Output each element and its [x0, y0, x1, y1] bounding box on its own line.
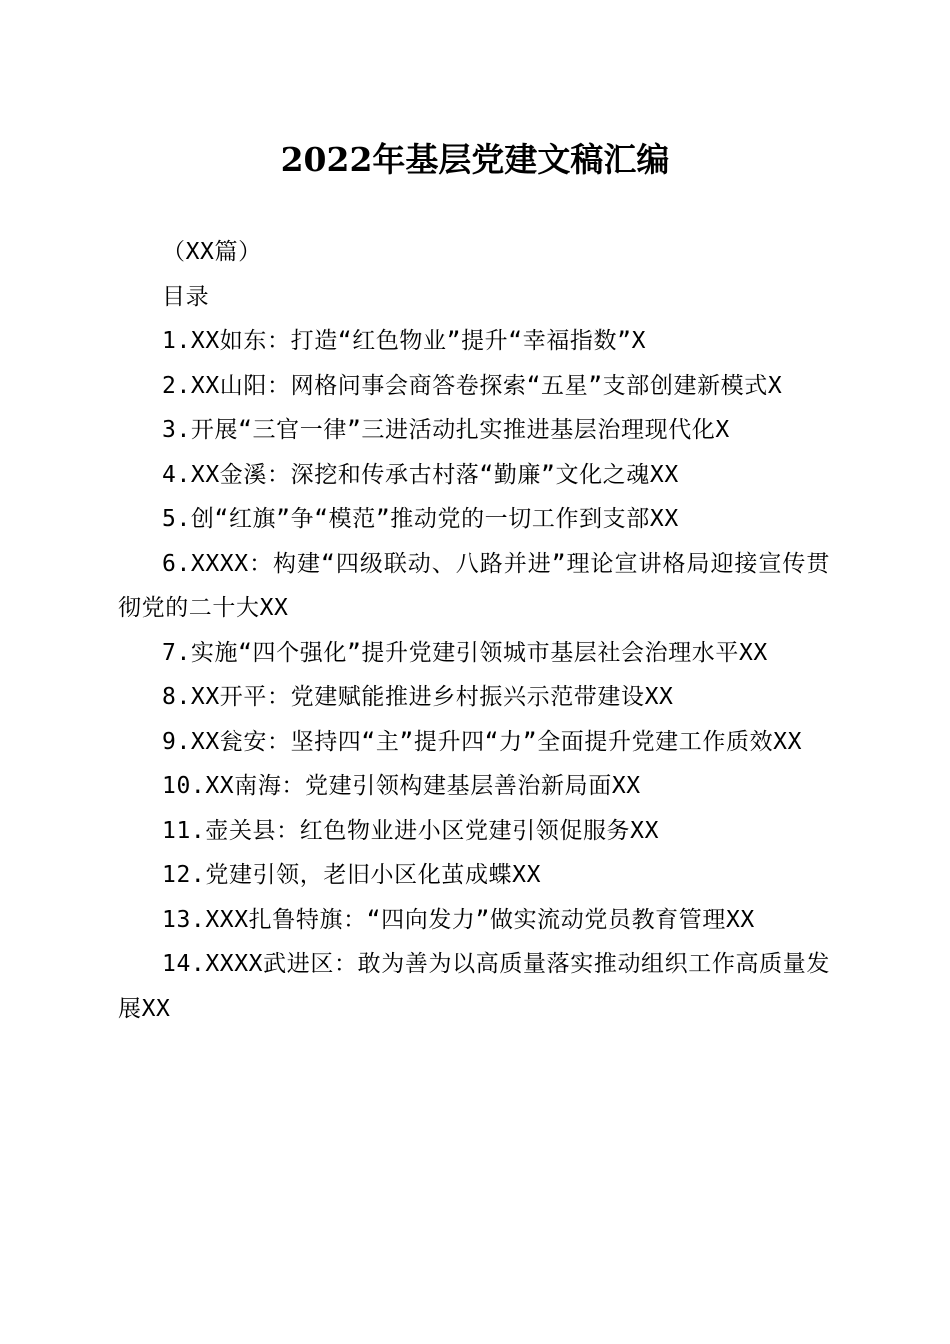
document-body	[118, 230, 830, 1031]
toc-item: 8.XX开平：党建赋能推进乡村振兴示范带建设XX	[162, 684, 674, 710]
toc-item: 13.XXX扎鲁特旗：“四向发力”做实流动党员教育管理XX	[162, 906, 755, 933]
toc-item: 9.XX瓮安：坚持四“主”提升四“力”全面提升党建工作质效XX	[162, 728, 803, 755]
toc-item: 10.XX南海：党建引领构建基层善治新局面XX	[162, 773, 641, 799]
toc-item: 5.创“红旗”争“模范”推动党的一切工作到支部XX	[162, 506, 679, 532]
toc-item: 11.壶关县：红色物业进小区党建引领促服务XX	[162, 817, 660, 844]
toc-heading: 目录	[162, 283, 210, 310]
toc-item: 14.XXXX武进区：敢为善为以高质量落实推动组织工作高质量发展XX	[118, 951, 830, 1022]
toc-item: 3.开展“三官一律”三进活动扎实推进基层治理现代化X	[162, 417, 730, 443]
document-title: 2022年基层党建文稿汇编	[280, 140, 670, 179]
count-note: （XX篇）	[162, 239, 262, 265]
toc-item: 2.XX山阳：网格问事会商答卷探索“五星”支部创建新模式X	[162, 372, 783, 399]
toc-item: 7.实施“四个强化”提升党建引领城市基层社会治理水平XX	[162, 639, 768, 666]
toc-item: 6.XXXX：构建“四级联动、八路并进”理论宣讲格局迎接宣传贯彻党的二十大XX	[118, 550, 830, 621]
toc-item: 12.党建引领，老旧小区化茧成蝶XX	[162, 862, 542, 888]
toc-item: 4.XX金溪：深挖和传承古村落“勤廉”文化之魂XX	[162, 461, 679, 488]
toc-item: 1.XX如东：打造“红色物业”提升“幸福指数”X	[162, 328, 647, 354]
